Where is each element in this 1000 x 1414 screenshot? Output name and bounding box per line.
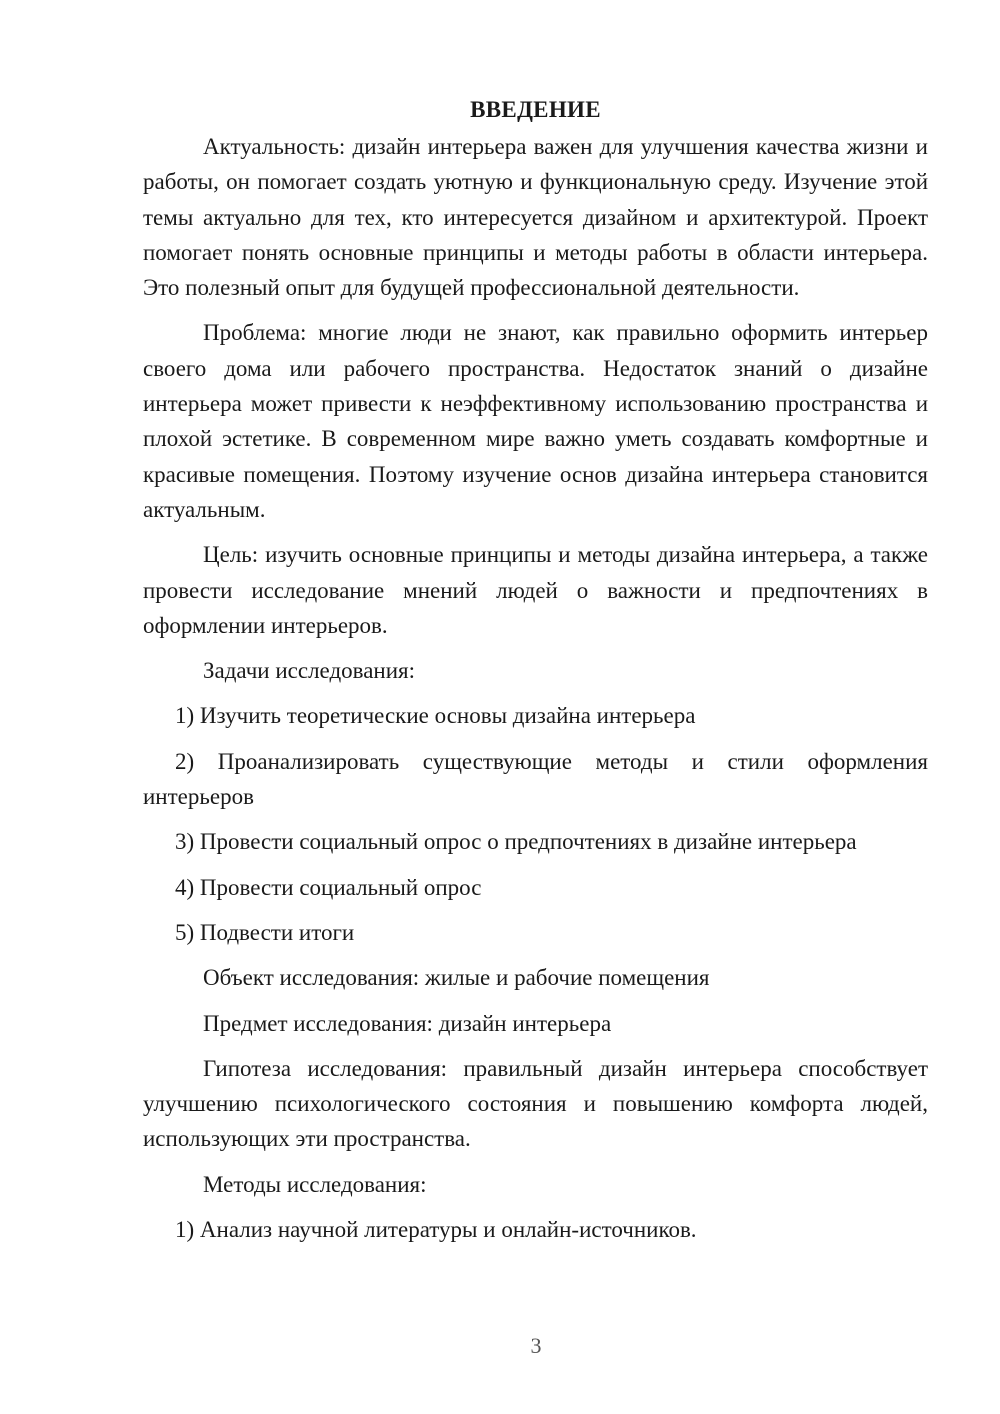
method-item: 1) Анализ научной литературы и онлайн-источников. [175,1217,697,1243]
task-item: 5) Подвести итоги [175,919,355,945]
document-page [143,92,928,1257]
methods-heading: Методы исследования: [203,1171,427,1197]
paragraph-goal: Цель: изучить основные принципы и методы дизайна интерьера, а также провести исследование мнений людей о важности и предпочтениях в оформлении интерьеров. [143,542,928,638]
task-item: 2) Проанализировать существующие методы и стили оформления интерьеров [143,748,928,810]
paragraph-hypothesis: Гипотеза исследования: правильный дизайн интерьера способствует улучшению психологического состояния и повышению комфорта людей, использующих эти пространства. [143,1055,928,1152]
paragraph-subject: Предмет исследования: дизайн интерьера [203,1010,612,1036]
task-item: 3) Провести социальный опрос о предпочтениях в дизайне интерьера [175,829,857,855]
paragraph-relevance: Актуальность: дизайн интерьера важен для улучшения качества жизни и работы, он помогает создать уютную и функциональную среду. Изучение этой темы актуально для тех, кто интересуется дизайном и архитектурой. Проект помогает понять основные принципы и методы работы в области интерьера. Это полезный опыт для будущей профессиональной деятельности. [143,134,928,301]
page-title: ВВЕДЕНИЕ [470,97,601,122]
paragraph-problem: Проблема: многие люди не знают, как правильно оформить интерьер своего дома или рабочего пространства. Недостаток знаний о дизайне интерьера может привести к неэффективному использованию пространства и плохой эстетике. В современном мире важно уметь создавать комфортные и красивые помещения. Поэтому изучение основ дизайна интерьера становится актуальным. [143,320,928,522]
paragraph-object: Объект исследования: жилые и рабочие помещения [203,965,710,991]
task-item: 4) Провести социальный опрос [175,874,482,900]
tasks-heading: Задачи исследования: [203,658,416,684]
page-number: 3 [530,1333,542,1358]
task-item: 1) Изучить теоретические основы дизайна интерьера [175,703,696,729]
